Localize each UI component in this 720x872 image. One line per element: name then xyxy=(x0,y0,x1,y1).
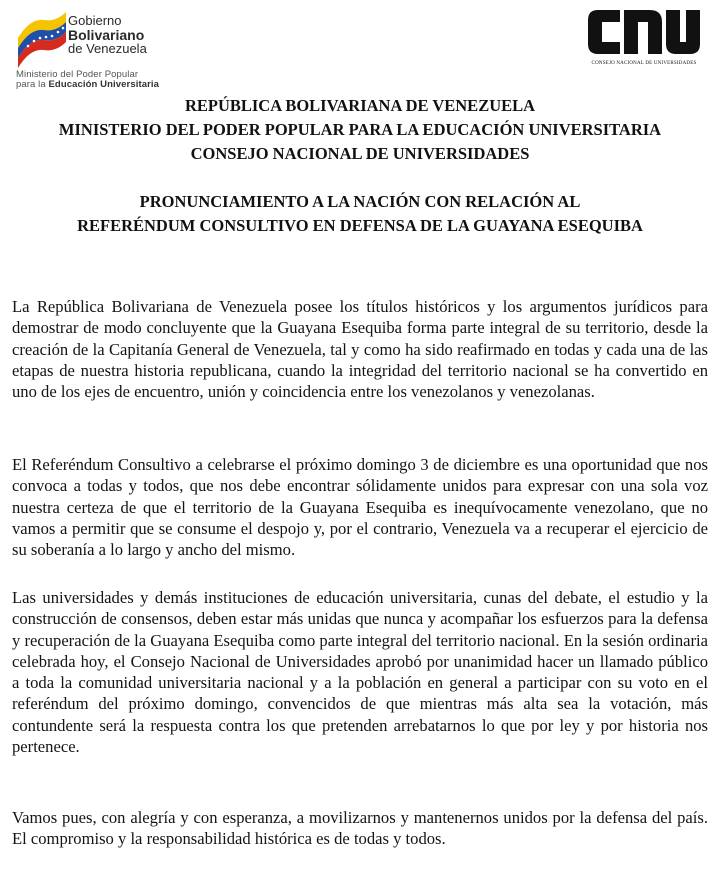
ministry-label xyxy=(16,70,159,90)
cnu-caption: CONSEJO NACIONAL DE UNIVERSIDADES xyxy=(591,61,697,66)
institution-line-2: MINISTERIO DEL PODER POPULAR PARA LA EDUCACIÓN UNIVERSITARIA xyxy=(58,120,662,139)
document-title xyxy=(0,190,720,238)
paragraph-4: Vamos pues, con alegría y con esperanza, a movilizarnos y mantenernos unidos por la defensa del país. El compromiso y la responsabilidad histórica es de todas y todos. xyxy=(12,808,708,849)
ministry-line-2-prefix: para la xyxy=(16,79,49,90)
government-wordmark xyxy=(68,14,147,56)
gov-line-2: Bolivariano xyxy=(68,27,145,43)
cnu-logo xyxy=(580,4,708,70)
government-logo xyxy=(10,4,170,92)
gov-line-3: de Venezuela xyxy=(68,41,147,56)
institution-line-3: CONSEJO NACIONAL DE UNIVERSIDADES xyxy=(190,144,530,163)
ministry-line-2-bold: Educación Universitaria xyxy=(48,79,160,90)
title-line-1: PRONUNCIAMIENTO A LA NACIÓN CON RELACIÓN AL xyxy=(139,192,581,211)
title-line-2: REFERÉNDUM CONSULTIVO EN DEFENSA DE LA GUAYANA ESEQUIBA xyxy=(77,216,643,235)
venezuela-flag-emblem-icon xyxy=(14,8,70,70)
ministry-line-1: Ministerio del Poder Popular xyxy=(16,69,139,80)
cnu-logo-mark-icon xyxy=(586,4,702,58)
gov-line-1: Gobierno xyxy=(68,13,122,28)
paragraph-2: El Referéndum Consultivo a celebrarse el próximo domingo 3 de diciembre es una oportunidad que nos convoca a todas y todos, que nos debe encontrar sólidamente unidos para expresar con una sola voz nuestra certeza de que el territorio de la Guayana Esequiba es inequívocamente venezolano, que no vamos a permitir que se consume el despojo y, por el contrario, Venezuela va a recuperar el ejercicio de su soberanía a lo largo y ancho del mismo. xyxy=(12,455,708,560)
paragraph-1: La República Bolivariana de Venezuela posee los títulos históricos y los argumentos jurídicos para demostrar de modo concluyente que la Guayana Esequiba forma parte integral de su territorio, desde la creación de la Capitanía General de Venezuela, tal y como ha sido reafirmado en todas y cada una de las etapas de nuestra historia republicana, cuando la integridad del territorio nacional se ha convertido en uno de los ejes de encuentro, unión y coincidencia entre los venezolanos y venezolanas. xyxy=(12,297,708,402)
institution-line-1: REPÚBLICA BOLIVARIANA DE VENEZUELA xyxy=(184,96,536,115)
institution-heading xyxy=(0,94,720,166)
paragraph-3: Las universidades y demás instituciones de educación universitaria, cunas del debate, el estudio y la construcción de consensos, deben estar más unidas que nunca y acompañar los esfuerzos para la defensa y recuperación de la Guayana Esequiba como parte integral del territorio nacional. En la sesión ordinaria celebrada hoy, el Consejo Nacional de Universidades aprobó por unanimidad hacer un llamado público a toda la comunidad universitaria nacional y a la población en general a participar con su voto en el referéndum del próximo domingo, convencidos de que mientras más alta sea la votación, más contundente será la respuesta contra los que pretenden arrebatarnos lo que por ley y por historia nos pertenece. xyxy=(12,588,708,757)
